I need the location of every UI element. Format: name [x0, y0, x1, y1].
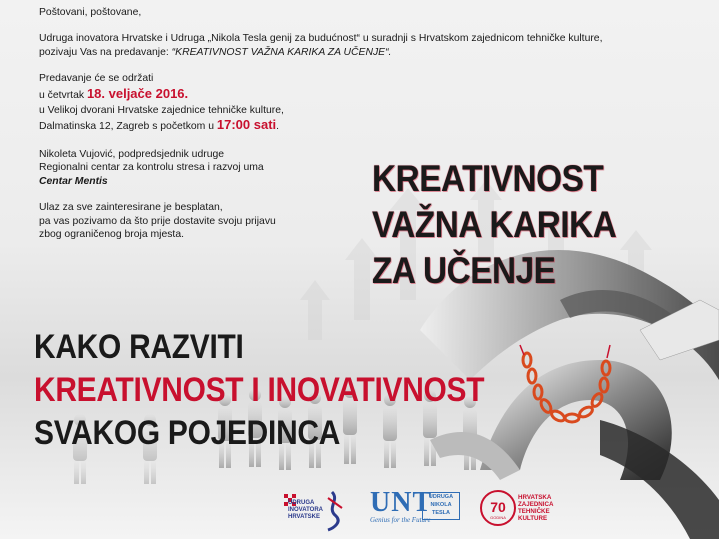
hztk-years: GODINA	[490, 515, 506, 520]
unt-mark: UNT	[370, 487, 433, 518]
hztk-name-l1: HRVATSKA	[518, 494, 552, 501]
lecture-time: 17:00 sati	[216, 117, 277, 133]
greeting: Poštovani, poštovane,	[39, 7, 142, 18]
intro-prefix: pozivaju Vas na predavanje:	[39, 46, 172, 58]
udruga-name-l1: UDRUGA	[288, 500, 315, 506]
venue-line: u Velikoj dvorani Hrvatske zajednice tehničke kulture,	[39, 104, 284, 116]
unt-box-l1: UDRUGA	[428, 494, 454, 500]
org-line: Regionalni centar za kontrolu stresa i razvoj uma	[39, 162, 264, 174]
chain-hooks	[520, 345, 610, 358]
lecture-title-line-1: KREATIVNOST	[372, 158, 604, 199]
hztk-name-l4: KULTURE	[518, 515, 548, 522]
logos-bar	[0, 480, 719, 539]
hztk-name-l2: ZAJEDNICA	[518, 501, 554, 508]
lecture-title-line-3: ZA UČENJE	[372, 250, 556, 291]
lecture-title	[372, 156, 678, 294]
udruga-name-l3: HRVATSKE	[288, 514, 321, 520]
unt-box-l2: NIKOLA	[430, 502, 452, 508]
headline-line-3: SVAKOG POJEDINCA	[34, 414, 341, 452]
lecture-title-line-2: VAŽNA KARIKA	[372, 204, 617, 245]
lecture-date: 18. veljače 2016.	[86, 85, 189, 101]
intro-line-1: Udruga inovatora Hrvatske i Udruga „Nikola Tesla genij za budućnost“ u suradnji s Hrvatskom zajednicom tehničke kulture,	[39, 33, 603, 45]
unt-box-l3: TESLA	[431, 510, 451, 516]
speaker-line: Nikoleta Vujović, podpredsjednik udruge	[39, 149, 225, 161]
hztk-name	[518, 494, 553, 522]
headline-line-1: KAKO RAZVITI	[34, 328, 244, 366]
entry-line-2: pa vas pozivamo da što prije dostavite svoju prijavu	[39, 215, 276, 227]
headline	[34, 326, 492, 455]
entry-line-1: Ulaz za sve zainteresirane je besplatan,	[39, 202, 223, 214]
date-prefix: u četvrtak	[39, 89, 87, 101]
address-line	[39, 117, 439, 135]
udruga-inovatora-name	[288, 500, 323, 521]
unt-tagline: Genius for the Future	[370, 516, 431, 524]
unt-name-box	[422, 492, 460, 520]
center-line: Centar Mentis	[39, 175, 108, 187]
entry-line-3: zbog ograničenog broja mjesta.	[39, 229, 184, 241]
address-suffix: .	[276, 121, 280, 133]
date-line	[39, 86, 439, 104]
udruga-name-l2: INOVATORA	[288, 507, 324, 513]
headline-line-2: KREATIVNOST I INOVATIVNOST	[34, 371, 485, 409]
hztk-number: 70	[490, 499, 506, 515]
hztk-70-logo-icon	[478, 488, 518, 528]
address-prefix: Dalmatinska 12, Zagreb s početkom u	[39, 121, 217, 133]
held-line: Predavanje će se održati	[39, 73, 154, 85]
hztk-name-l3: TEHNIČKE	[518, 508, 550, 515]
lecture-title-inline: “KREATIVNOST VAŽNA KARIKA ZA UČENJE“.	[171, 46, 392, 58]
intro-line-2	[39, 46, 439, 59]
